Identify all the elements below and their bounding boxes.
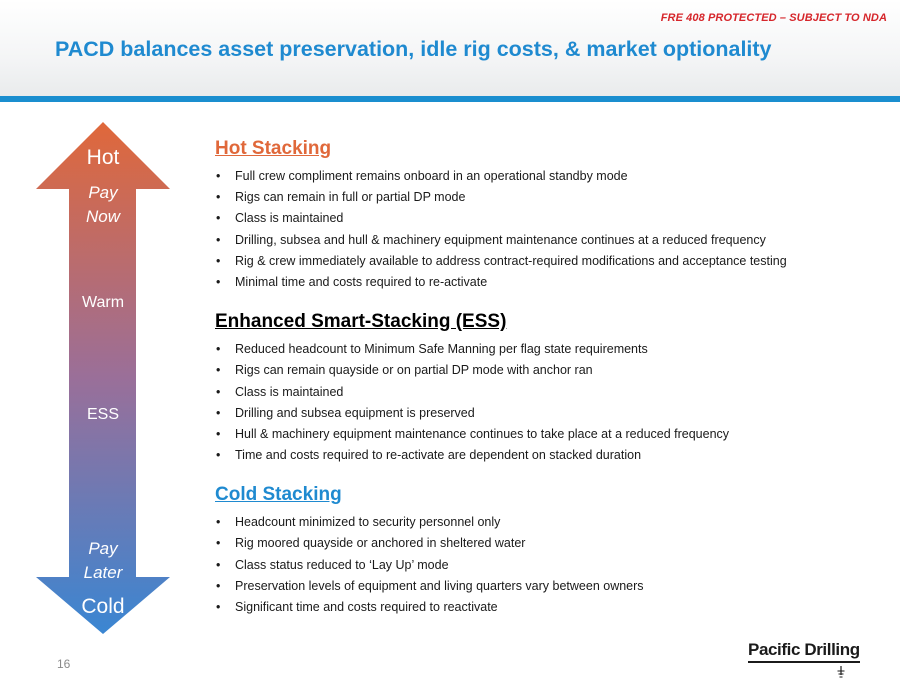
arrow-note-now: Now xyxy=(85,207,120,226)
arrow-label-warm: Warm xyxy=(81,294,125,311)
pacific-drilling-logo xyxy=(748,640,878,680)
list-item: • Class status reduced to ‘Lay Up’ mode xyxy=(215,555,885,576)
list-item: • Rigs can remain quayside or on partial DP mode with anchor ran xyxy=(215,360,885,381)
arrow-label-ess: ESS xyxy=(86,406,119,423)
stacking-sections xyxy=(215,138,885,636)
header-rule xyxy=(0,96,900,102)
list-item: • Significant time and costs required to reactivate xyxy=(215,597,885,618)
list-item: • Reduced headcount to Minimum Safe Manning per flag state requirements xyxy=(215,339,885,360)
section-title-cold-stacking: Cold Stacking xyxy=(215,484,342,506)
logo-wordmark: Pacific Drilling xyxy=(748,640,860,663)
arrow-note-pay-later-2: Later xyxy=(83,563,123,582)
section-title-hot-stacking: Hot Stacking xyxy=(215,138,332,159)
arrow-note-pay-later-1: Pay xyxy=(88,539,118,558)
section-cold-stacking xyxy=(215,484,885,618)
section-ess xyxy=(215,311,885,466)
list-item: • Minimal time and costs required to re-activate xyxy=(215,272,885,293)
arrow-label-hot: Hot xyxy=(86,146,120,169)
confidentiality-notice: FRE 408 PROTECTED – SUBJECT TO NDA xyxy=(660,12,887,24)
arrow-note-pay: Pay xyxy=(88,183,118,202)
list-item: • Rig & crew immediately available to address contract-required modifications and acceptance testing xyxy=(215,251,885,272)
page-number: 16 xyxy=(57,657,71,671)
section-hot-stacking xyxy=(215,138,885,293)
list-item: • Drilling, subsea and hull & machinery equipment maintenance continues at a reduced frequency xyxy=(215,230,885,251)
arrow-label-cold: Cold xyxy=(81,595,125,618)
bullet-list-cold-stacking xyxy=(215,512,885,618)
bullet-list-hot-stacking xyxy=(215,166,885,293)
bullet-list-ess xyxy=(215,339,885,466)
section-title-ess: Enhanced Smart-Stacking (ESS) xyxy=(215,311,507,333)
list-item: • Class is maintained xyxy=(215,208,885,229)
list-item: • Full crew compliment remains onboard in an operational standby mode xyxy=(215,166,885,187)
list-item: • Class is maintained xyxy=(215,382,885,403)
list-item: • Headcount minimized to security personnel only xyxy=(215,512,885,533)
list-item: • Rigs can remain in full or partial DP mode xyxy=(215,187,885,208)
list-item: • Time and costs required to re-activate are dependent on stacked duration xyxy=(215,445,885,466)
list-item: • Rig moored quayside or anchored in sheltered water xyxy=(215,533,885,554)
derrick-icon xyxy=(836,666,846,678)
list-item: • Preservation levels of equipment and living quarters vary between owners xyxy=(215,576,885,597)
list-item: • Hull & machinery equipment maintenance continues to take place at a reduced frequency xyxy=(215,424,885,445)
slide-title: PACD balances asset preservation, idle rig costs, & market optionality xyxy=(55,37,772,61)
list-item: • Drilling and subsea equipment is preserved xyxy=(215,403,885,424)
